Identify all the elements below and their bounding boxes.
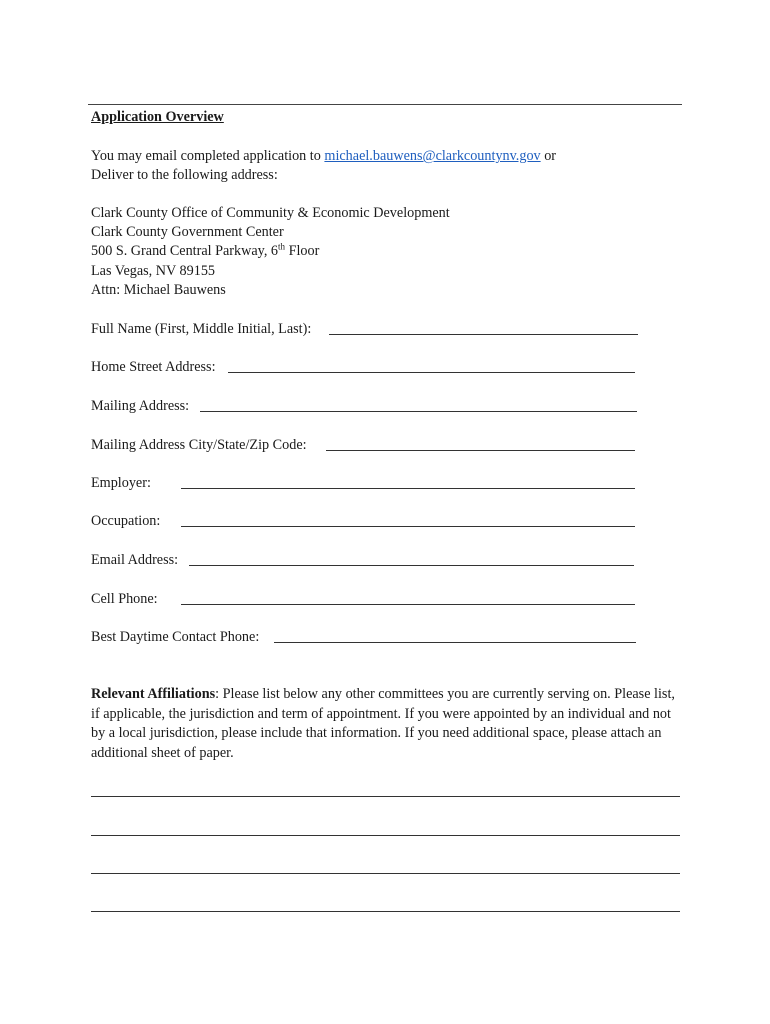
affiliations-heading: Relevant Affiliations [91,686,216,702]
email-prefix: You may email completed application to [91,148,321,164]
mailing-city-field [91,436,651,454]
mailing-city-input-line[interactable] [326,450,635,451]
cell-phone-label: Cell Phone: [91,591,158,607]
home-address-input-line[interactable] [228,372,635,373]
address-line-5: Attn: Michael Bauwens [91,282,226,298]
full-name-label: Full Name (First, Middle Initial, Last): [91,321,312,337]
email-address-field [91,551,651,569]
affiliations-write-line[interactable] [91,911,680,912]
daytime-phone-label: Best Daytime Contact Phone: [91,629,260,645]
occupation-input-line[interactable] [181,526,635,527]
address-line-1: Clark County Office of Community & Economic Development [91,205,450,221]
address-floor: Floor [288,243,320,259]
email-link[interactable]: michael.bauwens@clarkcountynv.gov [324,148,541,164]
affiliations-write-line[interactable] [91,796,680,797]
address-line-3 [91,242,319,260]
affiliations-text: : Please list below any other committees you are currently serving on. Please list, if applicable, the jurisdiction and term of appointment. If you were appointed by an individual and not by a local jurisdiction, please include that information. If you need additional space, please attach an additional sheet of paper. [91,686,675,761]
affiliations-write-line[interactable] [91,873,680,874]
email-instruction [91,147,556,165]
daytime-phone-field [91,628,651,646]
floor-suffix: th [278,241,286,252]
address-street: 500 S. Grand Central Parkway, 6 [91,243,279,259]
email-suffix: or [544,148,557,164]
occupation-label: Occupation: [91,513,161,529]
occupation-field [91,512,651,530]
employer-label: Employer: [91,475,151,491]
full-name-field [91,320,651,338]
full-name-input-line[interactable] [329,334,638,335]
address-line-4: Las Vegas, NV 89155 [91,263,216,279]
employer-field [91,474,651,492]
mailing-address-label: Mailing Address: [91,398,190,414]
address-line-2: Clark County Government Center [91,224,284,240]
cell-phone-field [91,590,651,608]
cell-phone-input-line[interactable] [181,604,635,605]
mailing-address-field [91,397,651,415]
employer-input-line[interactable] [181,488,635,489]
daytime-phone-input-line[interactable] [274,642,636,643]
mailing-address-input-line[interactable] [200,411,637,412]
section-title: Application Overview [91,109,224,125]
deliver-line: Deliver to the following address: [91,167,278,183]
affiliations-write-line[interactable] [91,835,680,836]
mailing-city-label: Mailing Address City/State/Zip Code: [91,437,307,453]
email-address-input-line[interactable] [189,565,634,566]
home-address-field [91,358,651,376]
top-rule [88,104,682,105]
home-address-label: Home Street Address: [91,359,216,375]
email-address-label: Email Address: [91,552,179,568]
affiliations-paragraph [91,685,681,763]
